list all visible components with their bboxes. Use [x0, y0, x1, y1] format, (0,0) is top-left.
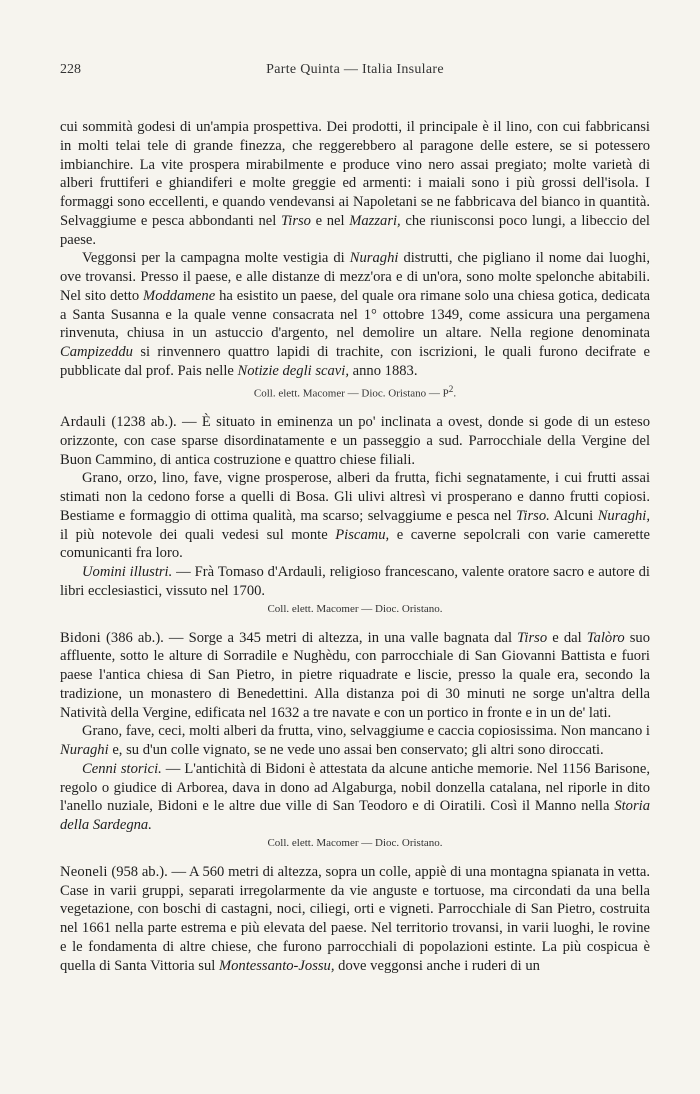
electoral-note: Coll. elett. Macomer — Dioc. Oristano. [267, 836, 443, 849]
paragraph: Grano, orzo, lino, fave, vigne prosperose, alberi da frutta, fichi segnatamente, i cui frutti assai stimati non la cedono forse a quelli di Bosa. Gli ulivi altresì vi prosperano e danno frutti copiosi. Bestiame e formaggio di ottima qualità, ma scarso; selvaggiume e pesca nel Tirso. Alcuni Nuraghi, il più notevole dei quali vedesi sul monte Piscamu, e caverne sepolcrali con varie camerette comunicanti fra loro. [60, 470, 650, 562]
page-header [60, 62, 650, 82]
electoral-note: Coll. elett. Macomer — Dioc. Oristano — $P^2$. [253, 383, 457, 400]
paragraph: Grano, fave, ceci, molti alberi da frutta, vino, selvaggiume e caccia copiosissima. Non mancano i Nuraghi e, su d'un colle vignato, se ne vede uno assai ben conservato; gli altri sono diroccati. [60, 723, 650, 759]
entry-ardauli: Ardauli (1238 ab.). — È situato in eminenza un po' inclinata a ovest, donde si gode di un esteso orizzonte, con case sparse disordinatamente e un passeggio a sud. Parrocchiale della Vergine del Buon Cammino, di antica costruzione e quattro chiese filiali. [60, 414, 650, 468]
body-text [60, 118, 650, 975]
paragraph: Uomini illustri. — Frà Tomaso d'Ardauli, religioso francescano, valente oratore sacro e autore di libri ecclesiastici, vissuto nel 1700. [60, 564, 650, 599]
entry-neoneli: Neoneli (958 ab.). — A 560 metri di altezza, sopra un colle, appiè di una montagna spianata in vetta. Case in varii gruppi, separati irregolarmente da vie anguste e tortuose, ma circondati da una bella vegetazione, con boschi di castagni, noci, ciliegi, orti e vigneti. Parrocchiale di San Pietro, costruita nel 1661 nella parte estrema e più elevata del paese. Nel territorio trovansi, in varii luoghi, le rovine e le fondamenta di altre chiese, che furono parrocchiali di popolazioni estinte. La più cospicua è quella di Santa Vittoria sul Montessanto-Jossu, dove veggonsi anche i ruderi di un [60, 863, 651, 974]
entry-title: Neoneli [60, 863, 108, 880]
entry-title: Ardauli [60, 414, 106, 431]
paragraph: cui sommità godesi di un'ampia prospettiva. Dei prodotti, il principale è il lino, con cui fabbricansi in molti telai tele di grande finezza, che reggerebbero al paragone delle estere, se si potessero imbianchire. La vite prospera mirabilmente e produce vino nero assai pregiato; molte varietà di alberi fruttiferi e ghiandiferi e molte greggie ed armenti: i maiali sono i più grossi dell'isola. I formaggi sono eccellenti, e quando vendevansi ai Napoletani se ne fabbricava del bianco in quantità. Selvaggiume e pesca abbondanti nel Tirso e nel Mazzari, che riunisconsi poco lungi, a libeccio del paese. [60, 119, 650, 248]
page-number: 228 [60, 62, 81, 77]
entry-title: Bidoni [60, 629, 101, 646]
entry-bidoni: Bidoni (386 ab.). — Sorge a 345 metri di altezza, in una valle bagnata dal Tirso e dal Talòro suo affluente, sotto le alture di Sorradile e Nughèdu, con parrocchiale di San Giovanni Battista e fuori paese l'antica chiesa di San Pietro, in pietre riquadrate e liscie, presso la quale era, secondo la tradizione, un monastero di Benedettini. Alla distanza poi di 30 minuti ne sorge un'altra della Natività della Vergine, edificata nel 1632 a tre navate e con un portico in fronte e in un de' lati. [60, 629, 651, 721]
electoral-note: Coll. elett. Macomer — Dioc. Oristano. [267, 602, 443, 615]
paragraph: Veggonsi per la campagna molte vestigia di Nuraghi distrutti, che pigliano il nome dai luoghi, ove trovansi. Presso il paese, e alle distanze di mezz'ora e di un'ora, sono molte spelonche abitabili. Nel sito detto Moddamene ha esistito un paese, del quale ora rimane solo una chiesa gotica, dedicata a Santa Susanna e la quale venne consacrata nel 1° ottobre 1349, come assicura una pergamena rinvenuta, chiusa in un astuccio d'argento, nel demolire un altare. Nella regione denominata Campizeddu si rinvennero quattro lapidi di trachite, con iscrizioni, le quali furono decifrate e pubblicate dal prof. Pais nelle Notizie degli scavi, anno 1883. [60, 250, 651, 379]
running-title: Parte Quinta — Italia Insulare [266, 62, 444, 77]
paragraph: Cenni storici. — L'antichità di Bidoni è attestata da alcune antiche memorie. Nel 1156 Barisone, regolo o giudice di Arborea, dava in dono ad Algaburga, nobil donzella catalana, nel riporle in dito l'anello nuziale, Bidoni e le altre due ville di San Teodoro e di Oiratili. Così il Manno nella Storia della Sardegna. [60, 760, 650, 834]
